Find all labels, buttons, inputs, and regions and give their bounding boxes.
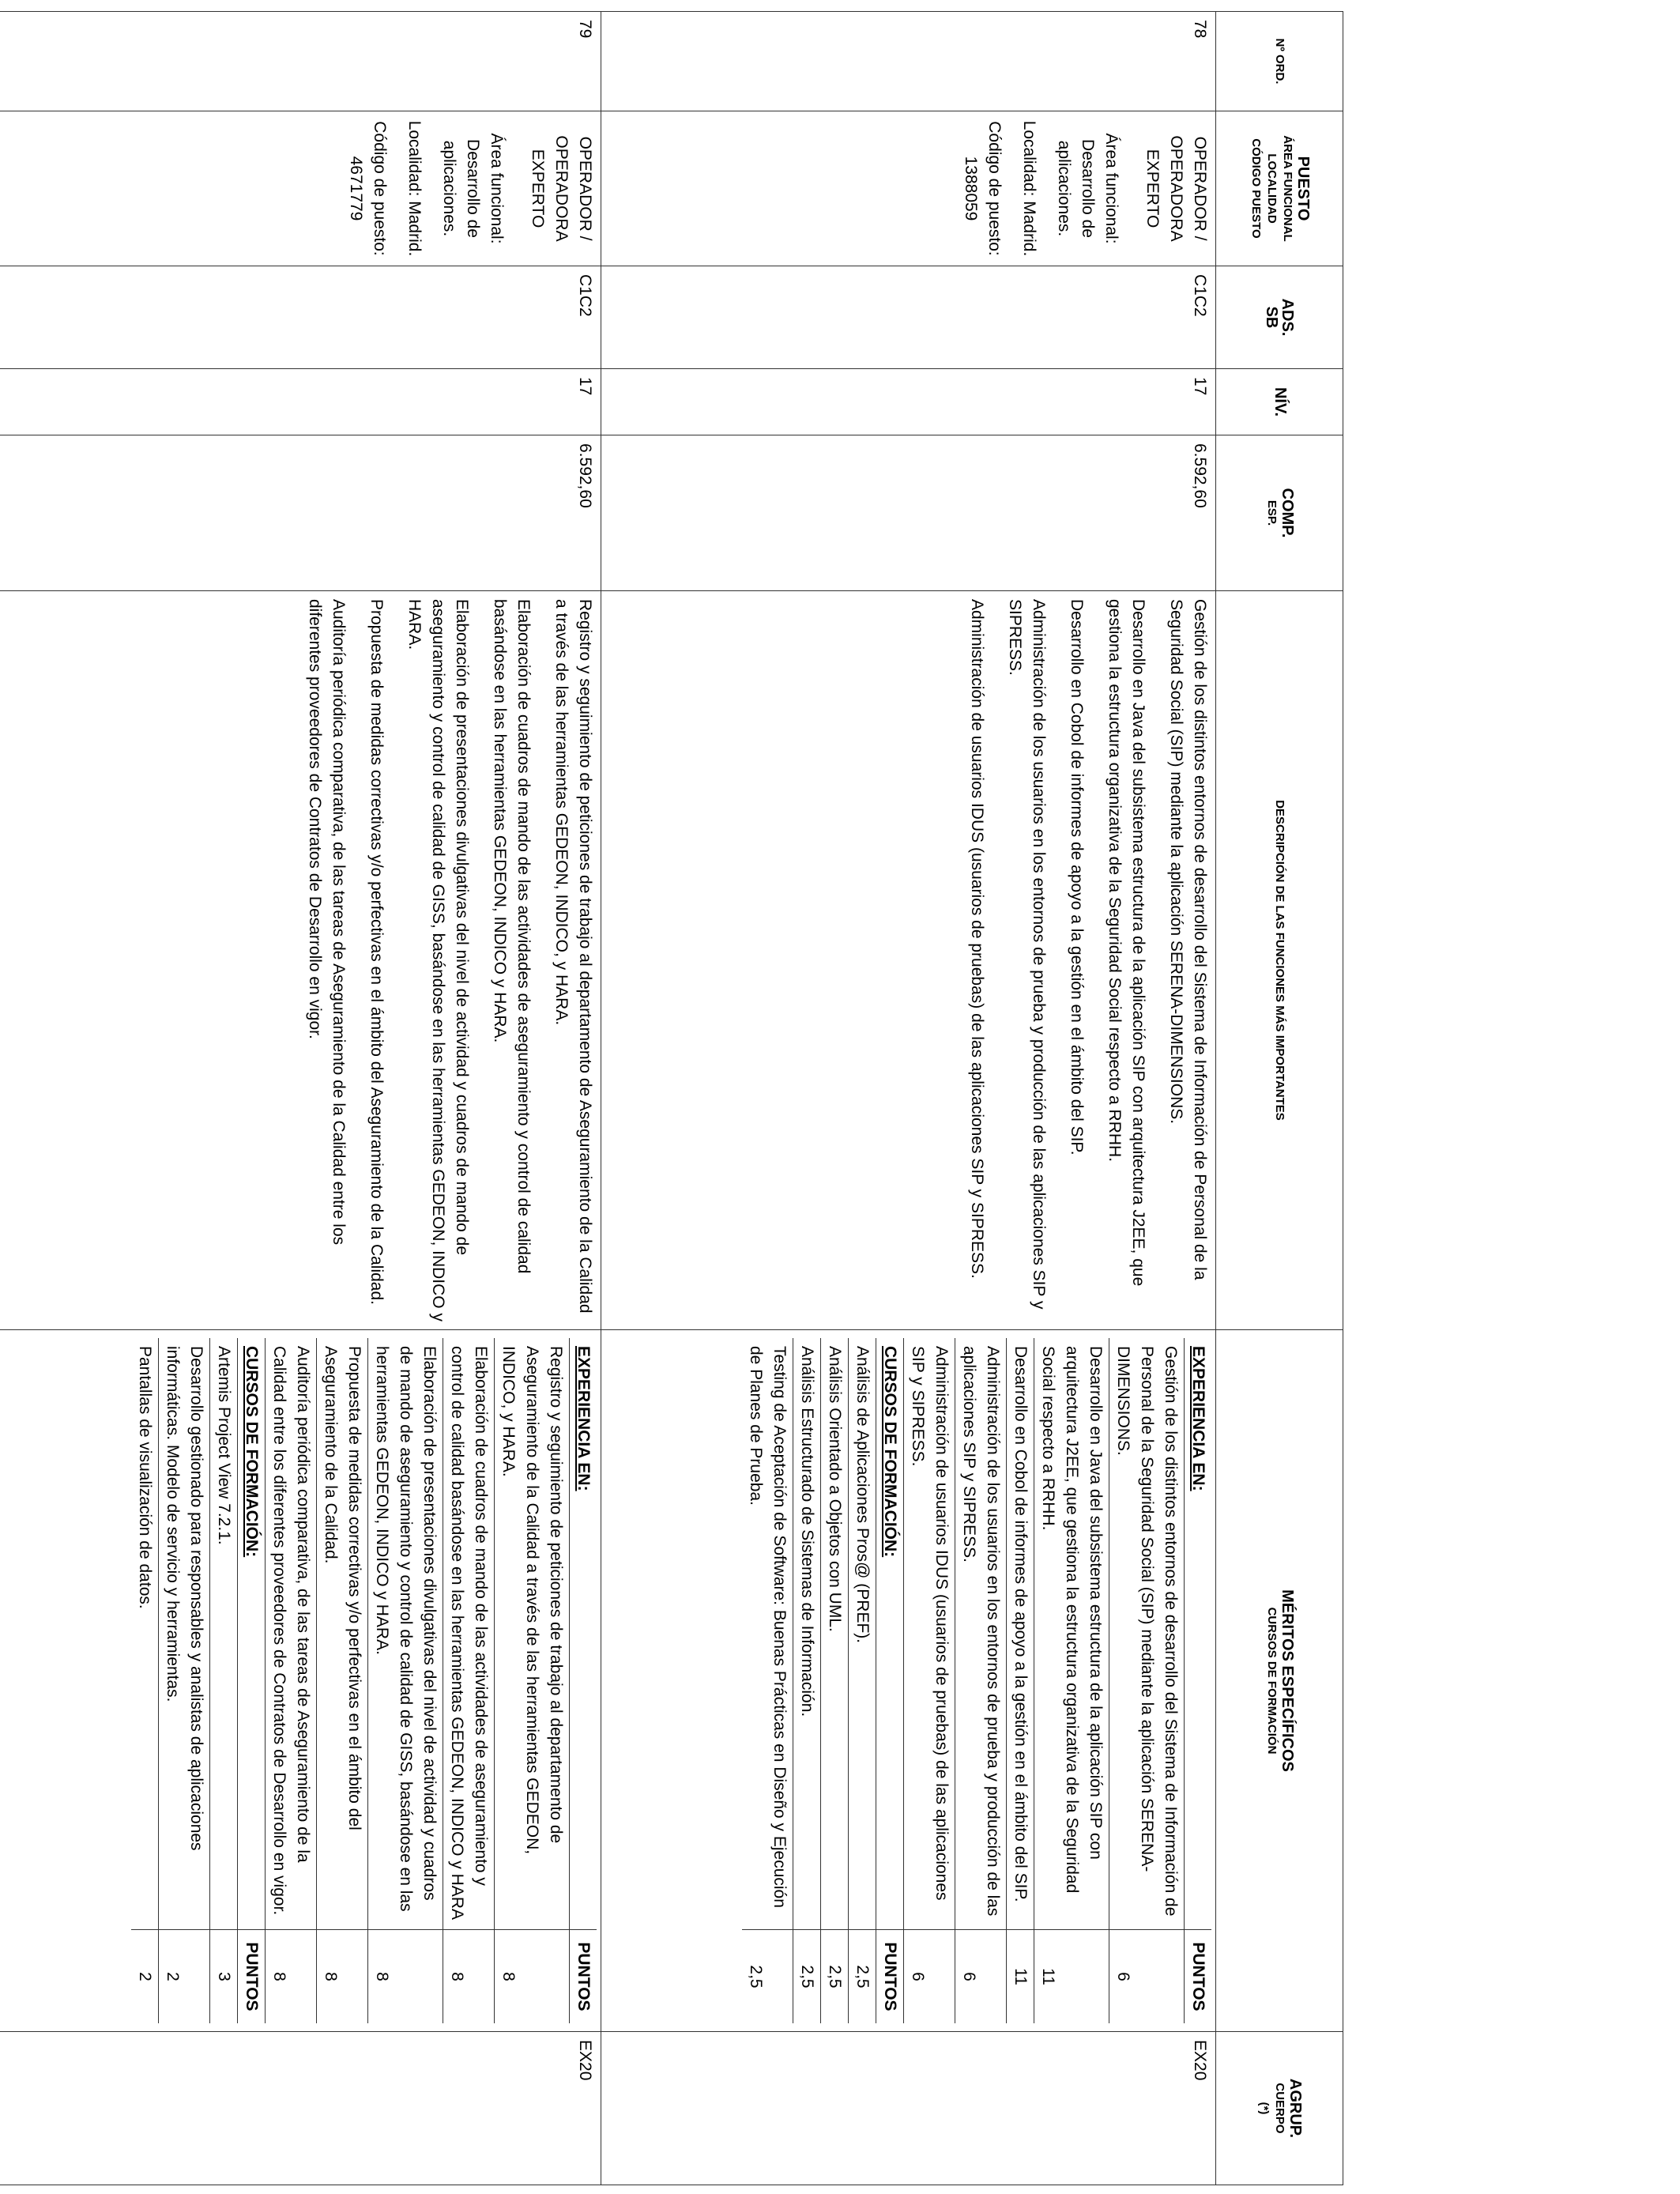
experience-header-points: PUNTOS — [1185, 1930, 1212, 2024]
experience-item-text: Desarrollo en Java del subsistema estructura de la aplicación SIP con arquitectura J2EE, que gestiona la estructura organizativa de la Seguridad Social respecto a RRHH. — [1034, 1338, 1109, 1930]
course-item-text: Pantallas de visualización de datos. — [136, 1346, 154, 1609]
table-row — [0, 12, 601, 2185]
experience-item-text: Propuesta de medidas correctivas y/o perfectivas en el ámbito del Aseguramiento de la Calidad. — [317, 1338, 368, 1930]
course-item — [821, 1338, 849, 2023]
puesto-title: OPERADOR / OPERADORA EXPERTO — [1143, 135, 1209, 242]
function-item: Administración de los usuarios en los entornos de prueba y producción de las aplicaciones SIP y SIPRESS. — [1006, 599, 1048, 1310]
header-puesto: PUESTO ÁREA FUNCIONAL LOCALIDAD CÓDIGO PUESTO — [1216, 111, 1343, 266]
experience-item-points: 8 — [368, 1930, 443, 2024]
course-item-points: 2 — [159, 1930, 210, 2024]
experience-item — [266, 1338, 317, 2023]
experience-item-points: 8 — [495, 1930, 570, 2024]
meritos-cell — [601, 1330, 1216, 2032]
experience-item-text: Auditoría periódica comparativa, de las tareas de Aseguramiento de la Calidad entre los diferentes proveedores de Contratos de Desarrollo en vigor. — [266, 1338, 317, 1930]
course-item-points: 2,5 — [742, 1930, 793, 2024]
experience-item-text: Desarrollo en Cobol de informes de apoyo a la gestión en el ámbito del SIP. — [1007, 1338, 1034, 1930]
function-item: Desarrollo en Java del subsistema estructura de la aplicación SIP con arquitectura J2EE, que gestiona la estructura organizativa de la Seguridad Social respecto a RRHH. — [1106, 599, 1147, 1287]
experience-header-text: EXPERIENCIA EN: — [1185, 1338, 1212, 1930]
course-item-text: Análisis de Aplicaciones Pros@ (PREF). — [849, 1338, 876, 1930]
function-item: Propuesta de medidas correctivas y/o perfectivas en el ámbito del Aseguramiento de la Calidad. — [367, 599, 386, 1305]
positions-table — [0, 11, 1343, 2185]
meritos-cell — [0, 1330, 601, 2032]
course-item-text: Artemis Project View 7.2.1. — [210, 1338, 238, 1930]
localidad: Localidad: Madrid. — [405, 120, 424, 257]
codigo-puesto: Código de puesto: 1388059 — [962, 121, 1004, 256]
function-item: Auditoría periódica comparativa, de las tareas de Aseguramiento de la Calidad entre los diferentes proveedores de Contratos de Desarrollo en vigor. — [306, 599, 348, 1246]
experience-item — [1007, 1338, 1034, 2023]
header-ads: ADS. SB — [1216, 266, 1343, 369]
experience-item-points: 6 — [904, 1930, 955, 2024]
course-item-points: 3 — [210, 1930, 238, 2024]
experience-item-text: Administración de usuarios IDUS (usuarios de pruebas) de las aplicaciones SIP y SIPRESS. — [904, 1338, 955, 1930]
course-item — [849, 1338, 876, 2023]
puesto-title: OPERADOR / OPERADORA EXPERTO — [529, 135, 594, 242]
header-agrup: AGRUP. CUERPO (*) — [1216, 2032, 1343, 2185]
experience-item-text: Gestión de los distintos entornos de desarrollo del Sistema de Información de Personal de la Seguridad Social (SIP) mediante la aplicación SERENA-DIMENSIONS. — [1109, 1338, 1185, 1930]
meritos-table — [742, 1338, 1211, 2023]
nivel: 17 — [601, 369, 1216, 435]
codigo-puesto: Código de puesto: 4671779 — [347, 121, 389, 256]
area-funcional: Área funcional: Desarrollo de aplicaciones. — [1055, 133, 1121, 244]
header-row — [1216, 12, 1343, 2185]
experience-item — [904, 1338, 955, 2023]
experience-header — [570, 1338, 597, 2023]
localidad: Localidad: Madrid. — [1020, 120, 1038, 257]
experience-item-points: 8 — [317, 1930, 368, 2024]
experience-header — [1185, 1338, 1212, 2023]
header-desc: DESCRIPCIÓN DE LAS FUNCIONES MÁS IMPORTANTES — [1216, 591, 1343, 1330]
experience-item-points: 8 — [266, 1930, 317, 2024]
table-row — [601, 12, 1216, 2185]
course-item — [793, 1338, 821, 2023]
courses-header — [876, 1338, 904, 2023]
experience-item-text: Registro y seguimiento de peticiones de trabajo al departamento de Aseguramiento de la Calidad a través de las herramientas GEDEON, INDICO, y HARA. — [495, 1338, 570, 1930]
function-item: Gestión de los distintos entornos de desarrollo del Sistema de Información de Personal de la Seguridad Social (SIP) mediante la aplicación SERENA-DIMENSIONS. — [1167, 599, 1209, 1280]
experience-item-points: 6 — [1109, 1930, 1185, 2024]
experience-item-text: Elaboración de presentaciones divulgativas del nivel de actividad y cuadros de mando de aseguramiento y control de calidad de GISS, basándose en las herramientas GEDEON, INDICO y HARA. — [368, 1338, 443, 1930]
experience-item-points: 11 — [1007, 1930, 1034, 2024]
header-comp: COMP. ESP. — [1216, 435, 1343, 591]
functions-cell — [601, 591, 1216, 1330]
experience-item — [495, 1338, 570, 2023]
puesto-cell — [0, 111, 601, 266]
experience-header-points: PUNTOS — [570, 1930, 597, 2024]
ads-sb: C1C2 — [601, 266, 1216, 369]
course-item-text: Testing de Aceptación de Software: Buenas Prácticas en Diseño y Ejecución de Planes de Prueba. — [747, 1346, 789, 1908]
puesto-cell — [601, 111, 1216, 266]
function-item: Elaboración de presentaciones divulgativas del nivel de actividad y cuadros de mando de aseguramiento y control de calidad de GISS, basándose en las herramientas GEDEON, INDICO y HARA. — [405, 599, 471, 1321]
complemento-especifico: 6.592,60 — [0, 435, 601, 591]
course-item — [210, 1338, 238, 2023]
functions-cell — [0, 591, 601, 1330]
experience-item — [368, 1338, 443, 2023]
course-item-text: Desarrollo gestionado para responsables y analistas de aplicaciones informáticas. Modelo de servicio y herramientas. — [159, 1338, 210, 1930]
experience-item-points: 8 — [443, 1930, 495, 2024]
function-item: Registro y seguimiento de peticiones de trabajo al departamento de Aseguramiento de la Calidad a través de las herramientas GEDEON, INDICO, y HARA. — [552, 599, 594, 1314]
meritos-table — [131, 1338, 597, 2023]
function-item: Administración de usuarios IDUS (usuarios de pruebas) de las aplicaciones SIP y SIPRESS. — [968, 599, 986, 1279]
experience-item — [443, 1338, 495, 2023]
experience-item — [317, 1338, 368, 2023]
course-item — [131, 1338, 159, 2023]
course-item-text: Análisis Orientado a Objetos con UML. — [821, 1338, 849, 1930]
course-item-points: 2 — [131, 1930, 159, 2024]
courses-header-points: PUNTOS — [238, 1930, 266, 2024]
experience-item — [1109, 1338, 1185, 2023]
course-item-points: 2,5 — [821, 1930, 849, 2024]
experience-item — [955, 1338, 1007, 2023]
experience-item — [1034, 1338, 1109, 2023]
header-niv: NÍV. — [1216, 369, 1343, 435]
order-number: 78 — [601, 12, 1216, 111]
header-num: Nº ORD. — [1216, 12, 1343, 111]
course-item-points: 2,5 — [793, 1930, 821, 2024]
experience-item-points: 11 — [1034, 1930, 1109, 2024]
course-item — [159, 1338, 210, 2023]
nivel: 17 — [0, 369, 601, 435]
course-item-points: 2,5 — [849, 1930, 876, 2024]
courses-header-text: CURSOS DE FORMACIÓN: — [876, 1338, 904, 1930]
ads-sb: C1C2 — [0, 266, 601, 369]
experience-header-text: EXPERIENCIA EN: — [570, 1338, 597, 1930]
document — [0, 11, 1343, 2185]
experience-item-points: 6 — [955, 1930, 1007, 2024]
agrupacion-cuerpo: EX20 — [601, 2032, 1216, 2185]
courses-header-text: CURSOS DE FORMACIÓN: — [238, 1338, 266, 1930]
agrupacion-cuerpo: EX20 — [0, 2032, 601, 2185]
courses-header — [238, 1338, 266, 2023]
function-item: Elaboración de cuadros de mando de las actividades de aseguramiento y control de calidad basándose en las herramientas GEDEON, INDICO y HARA. — [491, 599, 533, 1274]
experience-item-text: Elaboración de cuadros de mando de las actividades de aseguramiento y control de calidad basándose en las herramientas GEDEON, INDICO y HARA — [443, 1338, 495, 1930]
experience-item-text: Administración de los usuarios en los entornos de prueba y producción de las aplicaciones SIP y SIPRESS. — [955, 1338, 1007, 1930]
courses-header-points: PUNTOS — [876, 1930, 904, 2024]
area-funcional: Área funcional: Desarrollo de aplicaciones. — [440, 133, 506, 244]
order-number: 79 — [0, 12, 601, 111]
course-item-text: Análisis Estructurado de Sistemas de Información. — [793, 1338, 821, 1930]
complemento-especifico: 6.592,60 — [601, 435, 1216, 591]
course-item — [742, 1338, 793, 2023]
header-meritos: MÉRITOS ESPECÍFICOS CURSOS DE FORMACIÓN — [1216, 1330, 1343, 2032]
function-item: Desarrollo en Cobol de informes de apoyo a la gestión en el ámbito del SIP. — [1068, 599, 1086, 1155]
